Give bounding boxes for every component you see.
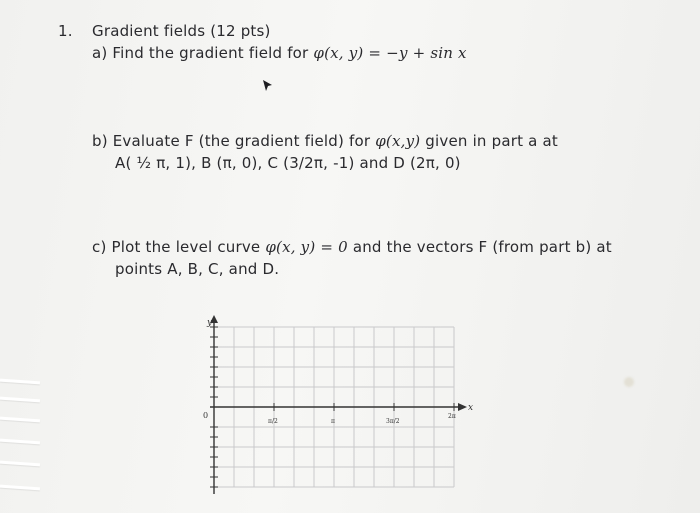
part-b-question bbox=[92, 132, 558, 150]
part-c-question bbox=[92, 238, 612, 256]
x-tick-label-3pi-over-2: 3π/2 bbox=[386, 418, 400, 425]
x-axis-label: x bbox=[468, 403, 474, 413]
part-a-text: Find the gradient field for bbox=[112, 44, 309, 62]
part-c-formula: φ(x, y) = 0 bbox=[265, 238, 348, 256]
paper-edge-strip bbox=[0, 485, 40, 491]
part-c-line2: points A, B, C, and D. bbox=[115, 260, 280, 278]
y-axis-label: y bbox=[207, 318, 213, 328]
x-axis-arrow-icon bbox=[458, 403, 467, 411]
paper-edge-strip bbox=[0, 397, 40, 403]
part-a-label: a) bbox=[92, 44, 108, 62]
part-c-line1: Plot the level curve bbox=[111, 238, 261, 256]
part-c-line1-tail: and the vectors F (from part b) at bbox=[352, 238, 612, 256]
coordinate-grid bbox=[200, 312, 490, 504]
part-b-label: b) bbox=[92, 132, 108, 150]
paper-edge-strip bbox=[0, 379, 40, 385]
part-b-points: A( ½ π, 1), B (π, 0), C (3/2π, -1) and D (2π, 0) bbox=[115, 154, 461, 172]
x-tick-label-pi-over-2: π/2 bbox=[268, 418, 278, 425]
x-tick-label-2pi: 2π bbox=[448, 413, 456, 420]
paper-edge-strip bbox=[0, 417, 40, 423]
mouse-cursor-icon bbox=[262, 79, 274, 93]
part-b-formula: φ(x,y) bbox=[375, 132, 421, 150]
part-b-line1: Evaluate F (the gradient field) for bbox=[112, 132, 371, 150]
x-tick-label-pi: π bbox=[331, 418, 335, 425]
paper-smudge bbox=[624, 377, 634, 387]
part-a-formula: φ(x, y) = −y + sin x bbox=[313, 44, 467, 62]
problem-number: 1. bbox=[58, 22, 73, 40]
part-c-label: c) bbox=[92, 238, 107, 256]
paper-edge-strip bbox=[0, 439, 40, 445]
origin-label: 0 bbox=[203, 411, 209, 420]
paper-edge-strip bbox=[0, 461, 40, 467]
problem-title: Gradient fields (12 pts) bbox=[92, 22, 271, 40]
part-a-question bbox=[92, 44, 467, 62]
part-b-line1-tail: given in part a at bbox=[425, 132, 558, 150]
